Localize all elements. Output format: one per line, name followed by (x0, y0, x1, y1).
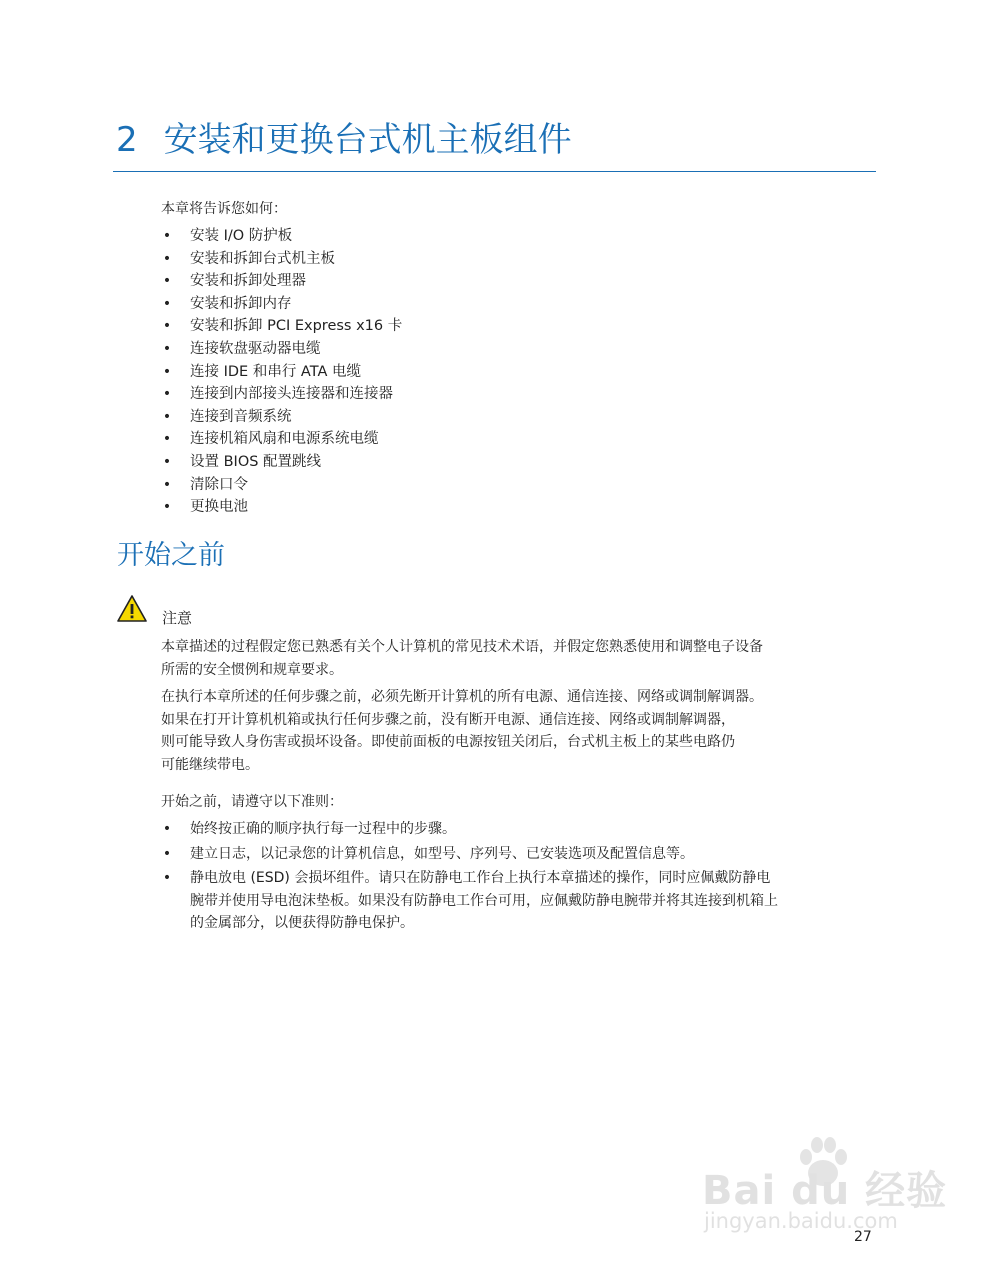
bullet: • (162, 499, 172, 516)
list-item (161, 338, 402, 361)
list-item-text: 连接 IDE 和串行 ATA 电缆 (190, 363, 361, 380)
bullet: • (162, 870, 172, 886)
chapter-number: 2 (116, 120, 138, 160)
bullet: • (162, 386, 172, 403)
list-item (161, 270, 402, 293)
chapter-title (116, 116, 876, 168)
list-item (161, 361, 402, 384)
list-item-text: 安装和拆卸处理器 (190, 273, 306, 290)
list-item (161, 293, 402, 316)
paragraph-line: 所需的安全惯例和规章要求。 (161, 661, 343, 678)
list-item-text: 清除口令 (190, 476, 248, 493)
bullet: • (162, 408, 172, 425)
chapter-topics-list (161, 225, 402, 519)
baidu-watermark (698, 1133, 948, 1243)
list-item-text: 更换电池 (190, 499, 248, 516)
list-item (161, 818, 876, 841)
list-item-text: 连接到内部接头连接器和连接器 (190, 386, 393, 403)
list-item (161, 451, 402, 474)
list-item (161, 225, 402, 248)
bullet: • (162, 318, 172, 335)
list-item (161, 474, 402, 497)
guidelines-list (161, 818, 876, 937)
warning-triangle-icon (116, 594, 148, 624)
list-item-text: 安装和拆卸 PCI Express x16 卡 (190, 318, 403, 335)
list-item (161, 248, 402, 271)
list-item-text: 安装和拆卸台式机主板 (190, 250, 335, 267)
list-item-text: 设置 BIOS 配置跳线 (190, 453, 322, 470)
paragraph-line: 可能继续带电。 (161, 756, 259, 773)
guidelines-intro: 开始之前，请遵守以下准则： (161, 794, 343, 810)
list-item-text: 安装 I/O 防护板 (190, 228, 293, 244)
list-item (161, 496, 402, 519)
watermark-logo-text: Bai du 经验 (702, 1168, 948, 1214)
bullet: • (162, 295, 172, 312)
caution-label: 注意 (162, 609, 193, 627)
list-item-text: 建立日志，以记录您的计算机信息，如型号、序列号、已安装选项及配置信息等。 (190, 845, 694, 862)
list-item-text: 的金属部分，以便获得防静电保护。 (190, 915, 414, 931)
bullet: • (162, 250, 172, 267)
list-item-text: 腕带并使用导电泡沫垫板。如果没有防静电工作台可用，应佩戴防静电腕带并将其连接到机箱上 (190, 892, 778, 909)
bullet: • (162, 273, 172, 290)
bullet: • (162, 821, 172, 837)
list-item-text: 安装和拆卸内存 (190, 295, 292, 312)
watermark-url: jingyan.baidu.com (704, 1209, 898, 1233)
list-item (161, 843, 876, 866)
list-item (161, 315, 402, 338)
bullet: • (162, 476, 172, 493)
list-item-text: 连接机箱风扇和电源系统电缆 (190, 431, 379, 448)
paragraph-line: 则可能导致人身伤害或损坏设备。即使前面板的电源按钮关闭后，台式机主板上的某些电路仍 (161, 734, 735, 750)
list-item (161, 406, 402, 429)
list-item (161, 428, 402, 451)
bullet: • (162, 363, 172, 380)
caution-paragraph-2 (161, 686, 881, 776)
paragraph-line: 如果在打开计算机机箱或执行任何步骤之前，没有断开电源、通信连接、网络或调制解调器， (161, 711, 735, 728)
page-number: 27 (854, 1229, 872, 1245)
list-item-text: 始终按正确的顺序执行每一过程中的步骤。 (190, 821, 456, 837)
chapter-intro: 本章将告诉您如何： (161, 201, 287, 217)
paragraph-line: 本章描述的过程假定您已熟悉有关个人计算机的常见技术术语，并假定您熟悉使用和调整电子设备 (161, 639, 763, 655)
bullet: • (162, 453, 172, 470)
list-item-text: 连接到音频系统 (190, 408, 292, 425)
bullet: • (162, 845, 172, 862)
bullet: • (162, 228, 172, 244)
section-title: 开始之前 (117, 540, 225, 571)
caution-paragraph-1 (161, 636, 881, 681)
list-item (161, 383, 402, 406)
chapter-title-text: 安装和更换台式机主板组件 (163, 120, 572, 160)
list-item (161, 867, 876, 935)
paragraph-line: 在执行本章所述的任何步骤之前，必须先断开计算机的所有电源、通信连接、网络或调制解调器。 (161, 689, 763, 705)
bullet: • (162, 340, 172, 357)
title-divider (113, 171, 876, 172)
list-item-text: 连接软盘驱动器电缆 (190, 340, 321, 357)
list-item-text: 静电放电 (ESD) 会损坏组件。请只在防静电工作台上执行本章描述的操作，同时应佩戴防静电 (190, 870, 771, 886)
bullet: • (162, 431, 172, 448)
